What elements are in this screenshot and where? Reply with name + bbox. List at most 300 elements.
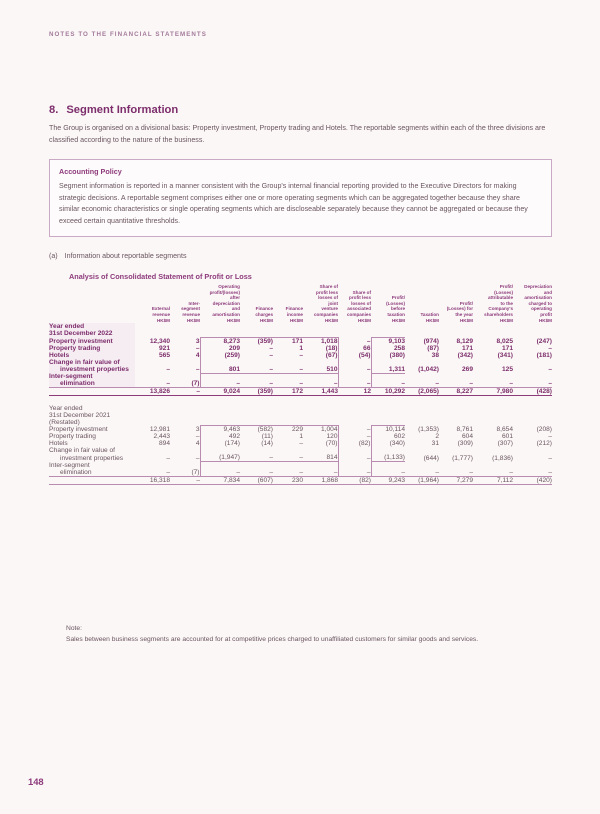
- table-cell: 3: [195, 426, 200, 434]
- table-cell: (247): [536, 337, 552, 345]
- empty-cell: [439, 330, 473, 337]
- table-cell: –: [299, 440, 303, 448]
- table-cell: 9,463: [200, 426, 240, 434]
- subsection-marker: (a): [49, 252, 58, 260]
- empty-cell: [439, 419, 473, 426]
- table-body: [49, 323, 552, 484]
- empty-cell: [273, 405, 303, 412]
- table-cell: 814: [303, 454, 338, 462]
- table-cell: [170, 373, 200, 380]
- empty-cell: [135, 323, 170, 330]
- total-cell: 13,826: [135, 388, 170, 396]
- table-cell: –: [435, 468, 439, 476]
- empty-cell: [240, 323, 273, 330]
- table-cell: –: [299, 380, 303, 388]
- table-cell: (309): [457, 440, 473, 448]
- empty-cell: [405, 412, 439, 419]
- empty-cell: [338, 412, 371, 419]
- table-cell: [240, 373, 273, 380]
- empty-cell: [303, 419, 338, 426]
- table-cell: (974): [423, 337, 439, 345]
- table-cell: (342): [457, 351, 473, 359]
- table-row: [49, 454, 552, 462]
- total-cell: 1,443: [303, 388, 338, 396]
- total-label: [49, 476, 135, 484]
- empty-cell: [473, 323, 513, 330]
- empty-cell: [405, 405, 439, 412]
- table-cell: [273, 462, 303, 469]
- table-row: [49, 359, 552, 366]
- table-cell: (380): [371, 352, 405, 359]
- table-cell: 171: [501, 344, 513, 352]
- table-cell: 269: [461, 366, 473, 374]
- empty-cell: [200, 330, 240, 337]
- table-cell: [439, 373, 473, 380]
- table-cell: [135, 447, 170, 454]
- table-cell: (54): [358, 351, 371, 359]
- column-header: Inter- segment revenue HK$M: [181, 300, 200, 323]
- table-cell: [240, 462, 273, 469]
- running-head: NOTES TO THE FINANCIAL STATEMENTS: [49, 31, 207, 38]
- empty-cell: [371, 412, 405, 419]
- accounting-policy-title: Accounting Policy: [59, 167, 122, 176]
- section-heading-row: [49, 412, 552, 419]
- empty-cell: [170, 412, 200, 419]
- table-cell: [473, 359, 513, 366]
- empty-cell: [513, 412, 552, 419]
- table-cell: –: [299, 351, 303, 359]
- spacer-cell: [49, 396, 552, 405]
- table-cell: [170, 462, 200, 469]
- table-cell: [303, 447, 338, 454]
- table-cell: –: [273, 454, 303, 462]
- column-header: Share of profit less losses of associated companies HK$M: [347, 289, 371, 323]
- total-cell: 7,980: [473, 388, 513, 396]
- table-cell: (67): [303, 352, 338, 359]
- table-cell: 601: [501, 433, 513, 441]
- row-label: investment properties: [60, 454, 124, 462]
- empty-cell: [240, 419, 273, 426]
- empty-cell: [473, 405, 513, 412]
- table-cell: 8,654: [496, 426, 513, 434]
- table-cell: [439, 462, 473, 469]
- table-cell: –: [240, 454, 273, 462]
- empty-cell: [273, 323, 303, 330]
- table-cell: [273, 359, 303, 366]
- table-row: [49, 373, 552, 380]
- table-cell: [135, 462, 170, 469]
- column-header: Share of profit less losses of joint venture companies HK$M: [314, 284, 338, 323]
- table-cell: 258: [371, 345, 405, 352]
- table-row: [49, 352, 552, 359]
- table-cell: 8,273: [200, 337, 240, 345]
- table-cell: [513, 373, 552, 380]
- empty-cell: [135, 412, 170, 419]
- table-cell: –: [303, 469, 338, 477]
- empty-cell: [170, 419, 200, 426]
- table-cell: [200, 373, 240, 380]
- total-cell: (82): [338, 476, 371, 484]
- total-cell: 7,834: [200, 476, 240, 484]
- empty-cell: [273, 412, 303, 419]
- section-heading-cell: Year ended: [49, 404, 83, 412]
- column-header: Profit/ (Losses) before taxation HK$M: [386, 295, 405, 323]
- table-cell: [473, 373, 513, 380]
- table-cell: [513, 359, 552, 366]
- table-cell: 4: [195, 440, 200, 448]
- total-cell: 9,243: [371, 476, 405, 484]
- table-row: [49, 440, 552, 447]
- column-header: Operating profit/(losses) after depreciation and amortisation HK$M: [209, 284, 240, 323]
- table-cell: [200, 447, 240, 454]
- table-cell: –: [509, 468, 513, 476]
- empty-cell: [405, 323, 439, 330]
- table-cell: [338, 359, 371, 366]
- table-cell: –: [166, 366, 170, 374]
- table-cell: 171: [461, 344, 473, 352]
- table-cell: (1,042): [418, 366, 439, 374]
- column-header: Taxation HK$M: [420, 311, 439, 323]
- total-cell: 8,227: [439, 388, 473, 396]
- empty-cell: [405, 419, 439, 426]
- table-cell: (70): [303, 440, 338, 447]
- table-cell: (7): [191, 380, 200, 388]
- total-row: [49, 476, 552, 484]
- table-cell: [439, 359, 473, 366]
- table-cell: –: [273, 366, 303, 374]
- table-cell: (1,947): [200, 454, 240, 462]
- table-cell: –: [195, 344, 200, 352]
- table-cell: [513, 447, 552, 454]
- table-cell: [170, 447, 200, 454]
- table-cell: [200, 359, 240, 366]
- row-label: investment properties: [49, 366, 135, 374]
- table-cell: [135, 359, 170, 366]
- table-cell: (644): [423, 454, 439, 462]
- total-row: [49, 388, 552, 396]
- empty-cell: [371, 419, 405, 426]
- table-cell: –: [195, 454, 200, 462]
- table-cell: 604: [461, 433, 473, 441]
- row-label: Change in fair value of: [49, 447, 115, 455]
- table-cell: (340): [371, 440, 405, 447]
- table-cell: (341): [497, 351, 513, 359]
- table-cell: 209: [200, 345, 240, 352]
- table-cell: 1: [299, 344, 303, 352]
- row-label: Property investment: [49, 337, 135, 345]
- empty-cell: [170, 330, 200, 337]
- section-heading-cell: (Restated): [49, 418, 80, 426]
- accounting-policy-box: [49, 159, 552, 237]
- empty-cell: [240, 330, 273, 337]
- table-cell: (307): [497, 440, 513, 448]
- table-cell: –: [509, 380, 513, 388]
- section-heading-row: [49, 405, 552, 412]
- section-title: Segment Information: [66, 104, 179, 116]
- empty-cell: [439, 412, 473, 419]
- section-heading-row: [49, 419, 552, 426]
- table-cell: 12,340: [149, 337, 170, 345]
- empty-cell: [338, 330, 371, 337]
- empty-cell: [135, 330, 170, 337]
- empty-cell: [170, 323, 200, 330]
- empty-cell: [200, 412, 240, 419]
- table-cell: –: [548, 366, 552, 374]
- table-row: [49, 469, 552, 477]
- table-cell: [439, 447, 473, 454]
- empty-cell: [439, 323, 473, 330]
- empty-cell: [200, 323, 240, 330]
- table-cell: 66: [363, 344, 371, 352]
- row-label: Property trading: [49, 345, 135, 352]
- table-cell: [371, 462, 405, 469]
- table-cell: –: [371, 469, 405, 477]
- table-cell: 2: [435, 433, 439, 441]
- subsection-text: Information about reportable segments: [64, 252, 187, 260]
- table-header: [49, 284, 552, 323]
- total-cell: 10,292: [371, 388, 405, 396]
- table-cell: [338, 462, 371, 469]
- table-cell: (18): [303, 345, 338, 352]
- table-cell: 229: [273, 426, 303, 434]
- table-cell: 4: [195, 351, 200, 359]
- segment-table: [49, 284, 552, 485]
- table-cell: 9,103: [371, 337, 405, 345]
- table-row: [49, 447, 552, 454]
- table-cell: [303, 359, 338, 366]
- table-cell: –: [269, 380, 273, 388]
- table-cell: 10,114: [371, 426, 405, 434]
- empty-cell: [338, 419, 371, 426]
- table-cell: –: [548, 454, 552, 462]
- total-label: [49, 388, 135, 396]
- total-cell: –: [170, 388, 200, 396]
- table-cell: –: [200, 380, 240, 388]
- table-cell: (1,353): [418, 426, 439, 434]
- total-cell: 230: [273, 476, 303, 484]
- page-number: 148: [28, 776, 44, 787]
- table-cell: 602: [371, 433, 405, 440]
- empty-cell: [135, 419, 170, 426]
- column-header: External revenue HK$M: [151, 306, 170, 323]
- table-cell: (11): [261, 433, 273, 441]
- table-cell: 171: [273, 337, 303, 345]
- table-cell: [240, 359, 273, 366]
- table-cell: 31: [431, 440, 439, 448]
- table-cell: –: [303, 380, 338, 388]
- total-cell: (2,065): [405, 388, 439, 396]
- section-heading-cell: Year ended: [49, 323, 135, 330]
- row-label: Hotels: [49, 440, 68, 448]
- table-cell: 8,761: [456, 426, 473, 434]
- table-cell: –: [548, 433, 552, 441]
- empty-cell: [405, 330, 439, 337]
- table-cell: [405, 359, 439, 366]
- total-cell: 7,112: [473, 476, 513, 484]
- table-cell: [338, 447, 371, 454]
- total-cell: 12: [338, 388, 371, 396]
- table-cell: 1: [299, 433, 303, 441]
- empty-cell: [240, 412, 273, 419]
- table-cell: 120: [303, 433, 338, 440]
- total-cell: 9,024: [200, 388, 240, 396]
- table-cell: –: [469, 380, 473, 388]
- table-cell: –: [366, 468, 371, 476]
- table-cell: (1,836): [492, 454, 513, 462]
- table-cell: 38: [431, 351, 439, 359]
- column-header: Profit/ (Losses) attributable to the Company's shareholders HK$M: [484, 284, 513, 323]
- table-cell: 921: [158, 344, 170, 352]
- section-heading-row: [49, 330, 552, 337]
- table-cell: –: [299, 468, 303, 476]
- table-cell: [135, 373, 170, 380]
- section-heading: [49, 104, 178, 116]
- table-cell: 1,004: [303, 426, 338, 434]
- table-cell: (14): [261, 440, 273, 448]
- table-row: [49, 426, 552, 434]
- table-cell: –: [469, 468, 473, 476]
- table-cell: (582): [240, 426, 273, 434]
- table-header-row: [49, 284, 552, 323]
- table-cell: –: [166, 468, 170, 476]
- table-cell: 8,025: [496, 337, 513, 345]
- table-cell: 565: [158, 351, 170, 359]
- row-label: Inter-segment: [49, 373, 135, 380]
- empty-cell: [240, 405, 273, 412]
- empty-cell: [371, 330, 405, 337]
- table-cell: 894: [158, 440, 170, 448]
- section-number: 8.: [49, 104, 59, 116]
- table-cell: [473, 447, 513, 454]
- table-cell: [405, 447, 439, 454]
- table-cell: [303, 462, 338, 469]
- empty-cell: [439, 405, 473, 412]
- empty-cell: [473, 419, 513, 426]
- empty-cell: [303, 323, 338, 330]
- total-cell: (607): [240, 476, 273, 484]
- spacer-row: [49, 396, 552, 405]
- table-cell: 1,311: [371, 366, 405, 374]
- section-heading-row: [49, 323, 552, 330]
- table-cell: [240, 447, 273, 454]
- empty-cell: [473, 330, 513, 337]
- row-label: Property trading: [49, 433, 96, 441]
- table-cell: [303, 373, 338, 380]
- table-cell: [371, 359, 405, 366]
- row-label: elimination: [60, 468, 92, 476]
- table-row: [49, 366, 552, 374]
- table-cell: –: [548, 344, 552, 352]
- table-cell: [473, 462, 513, 469]
- table-cell: (87): [427, 344, 439, 352]
- table-cell: 3: [195, 337, 200, 345]
- table-cell: –: [195, 433, 200, 441]
- table-cell: 8,129: [456, 337, 473, 345]
- empty-cell: [135, 405, 170, 412]
- table-cell: (1,133): [371, 454, 405, 462]
- table-cell: –: [166, 454, 170, 462]
- row-label: Hotels: [49, 352, 135, 359]
- table-title: Analysis of Consolidated Statement of Profit or Loss: [69, 272, 252, 281]
- table-cell: 510: [303, 366, 338, 374]
- table-cell: [273, 373, 303, 380]
- table-cell: (174): [200, 440, 240, 447]
- segment-table-wrapper: [49, 284, 552, 485]
- total-cell: –: [170, 476, 200, 484]
- table-cell: 2,443: [153, 433, 170, 441]
- column-header: Finance income HK$M: [285, 306, 303, 323]
- row-label: Inter-segment: [49, 461, 90, 469]
- table-cell: –: [366, 380, 371, 388]
- table-cell: –: [366, 366, 371, 374]
- table-cell: [405, 462, 439, 469]
- empty-cell: [200, 405, 240, 412]
- table-cell: 801: [200, 366, 240, 374]
- table-cell: [371, 447, 405, 454]
- total-cell: 7,279: [439, 476, 473, 484]
- note-block: [66, 624, 556, 645]
- table-cell: [273, 447, 303, 454]
- column-header: Finance charges HK$M: [255, 306, 273, 323]
- table-cell: [338, 373, 371, 380]
- table-cell: –: [548, 380, 552, 388]
- empty-cell: [513, 419, 552, 426]
- note-title: Note:: [66, 625, 82, 632]
- table-cell: [170, 359, 200, 366]
- table-cell: –: [366, 433, 371, 441]
- column-header: Depreciation and amortisation charged to operating profit HK$M: [524, 284, 552, 323]
- table-row: [49, 462, 552, 469]
- note-body: Sales between business segments are accounted for at competitive prices charged to unaffiliated customers for similar goods and services.: [66, 635, 479, 643]
- table-cell: –: [371, 380, 405, 388]
- table-cell: (1,777): [452, 454, 473, 462]
- empty-cell: [303, 412, 338, 419]
- table-row: [49, 433, 552, 440]
- table-cell: –: [366, 426, 371, 434]
- section-heading-cell: 31st December 2022: [49, 330, 135, 337]
- total-cell: 16,318: [135, 476, 170, 484]
- table-cell: –: [435, 380, 439, 388]
- total-cell: 1,868: [303, 476, 338, 484]
- table-cell: 492: [200, 433, 240, 440]
- table-cell: [200, 462, 240, 469]
- total-cell: (428): [513, 388, 552, 396]
- empty-cell: [303, 405, 338, 412]
- table-cell: –: [269, 344, 273, 352]
- column-header: Profit/ (Losses) for the year HK$M: [446, 300, 473, 323]
- table-cell: –: [240, 366, 273, 374]
- table-cell: [513, 462, 552, 469]
- table-cell: [405, 373, 439, 380]
- table-cell: –: [166, 380, 170, 388]
- total-cell: (420): [513, 476, 552, 484]
- table-cell: (82): [358, 440, 371, 448]
- table-cell: –: [366, 337, 371, 345]
- section-intro: The Group is organised on a divisional basis: Property investment, Property trading and Hotels. The reportable segments within each of the three divisions are classified according to the nature of the business.: [49, 124, 546, 144]
- table-cell: (212): [536, 440, 552, 448]
- empty-cell: [200, 419, 240, 426]
- total-cell: 172: [273, 388, 303, 396]
- table-cell: (259): [200, 352, 240, 359]
- table-cell: (359): [240, 337, 273, 345]
- section-heading-cell: 31st December 2021: [49, 411, 111, 419]
- row-label: elimination: [49, 380, 135, 388]
- table-cell: [371, 373, 405, 380]
- empty-cell: [513, 405, 552, 412]
- empty-cell: [513, 323, 552, 330]
- total-cell: (1,964): [405, 476, 439, 484]
- table-cell: –: [269, 468, 273, 476]
